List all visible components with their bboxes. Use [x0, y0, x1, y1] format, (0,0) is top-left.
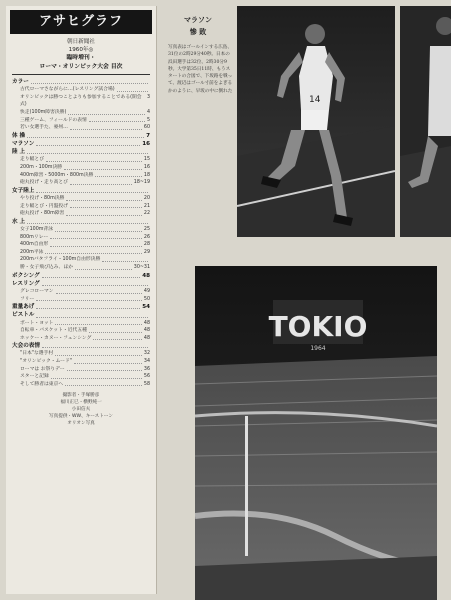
- leader-dots: [56, 288, 142, 294]
- leader-dots: [68, 109, 145, 115]
- leader-dots: [102, 256, 148, 262]
- toc-item-label: フリー: [20, 296, 35, 302]
- issue-title-line2: ローマ・オリンピック大会 目次: [39, 64, 123, 70]
- leader-dots: [36, 296, 142, 302]
- leader-dots: [50, 234, 142, 240]
- toc-item: [12, 117, 150, 125]
- leader-dots: [31, 78, 148, 84]
- toc-item-label: 砲丸投げ・走り高とび: [20, 180, 68, 186]
- leader-dots: [89, 117, 145, 123]
- leader-dots: [36, 311, 148, 317]
- toc-item-page: 18: [143, 172, 150, 178]
- toc-item-label: 若い女選手た、豪州…: [20, 125, 68, 131]
- toc-item: [12, 86, 150, 94]
- toc-item: [12, 288, 150, 296]
- divider: [12, 74, 150, 75]
- leader-dots: [42, 272, 140, 278]
- toc-item-label: 200mバタフライ・100m自由形決勝: [20, 257, 101, 263]
- toc-section-page: 7: [146, 132, 150, 139]
- toc-section: [12, 78, 150, 86]
- toc-section-title: ボクシング: [12, 272, 40, 279]
- toc-item-label: ローマは お祭りデー: [20, 366, 65, 372]
- toc-item-label: 800mリレー: [20, 234, 49, 240]
- toc-item-label: 三種ゲーム、フィールドの表情: [20, 117, 87, 123]
- toc-item-page: 21: [143, 203, 150, 209]
- marathon-title: マラソン: [184, 15, 212, 24]
- second-runner-photo: [400, 6, 451, 237]
- toc-item-label: 勝・女子飛び込み、ほか: [20, 264, 74, 270]
- toc-item-page: 20: [143, 195, 150, 201]
- toc-item-label: スターと記録: [20, 374, 49, 380]
- toc-item-label: "オリンピック・ムード": [20, 359, 72, 365]
- toc-item-label: ボート・ヨット: [20, 320, 54, 326]
- toc-item-page: 48: [143, 320, 150, 326]
- leader-dots: [55, 350, 142, 356]
- toc-item: [12, 124, 150, 132]
- toc-item-page: 18~19: [133, 180, 150, 186]
- tokio-sign: TOKIO: [268, 310, 368, 343]
- toc-section-title: ピストル: [12, 312, 35, 319]
- toc-item: [12, 241, 150, 249]
- toc-item-label: "日本"な選手村: [20, 351, 54, 357]
- toc-section: [12, 280, 150, 288]
- toc-item-label: やり投げ・80m決勝: [20, 195, 65, 201]
- toc-section-title: 陸 上: [12, 149, 26, 156]
- toc-item-label: 古代ローマさながらに…(レスリング試合場): [20, 87, 115, 93]
- leader-dots: [64, 164, 142, 170]
- leader-dots: [93, 335, 142, 341]
- toc-item-label: 砲丸投げ・80m障害: [20, 211, 65, 217]
- magazine-masthead: アサヒグラフ: [10, 10, 152, 34]
- toc-item-page: 22: [143, 211, 150, 217]
- toc-section: [12, 311, 150, 319]
- toc-item-page: 50: [143, 296, 150, 302]
- toc-item: [12, 203, 150, 211]
- toc-item: [12, 94, 150, 109]
- publisher: 朝日新聞社: [67, 39, 95, 45]
- toc-item-page: 49: [143, 288, 150, 294]
- toc-section-title: レスリング: [12, 280, 40, 287]
- leader-dots: [66, 210, 142, 216]
- marathon-runner-photo: [237, 6, 395, 237]
- leader-dots: [75, 264, 132, 270]
- toc-section-page: 48: [142, 272, 150, 279]
- toc-item-page: 15: [143, 157, 150, 163]
- toc-item-page: 3: [146, 94, 150, 100]
- toc-item-label: 走り幅とび: [20, 157, 44, 163]
- leader-dots: [70, 203, 142, 209]
- leader-dots: [74, 358, 142, 364]
- toc-item-label: 200m・100m決勝: [20, 164, 63, 170]
- toc-section: [12, 272, 150, 280]
- marathon-caption: 写真表はゴールインする広島、31位の2時29分40秒。日本の浜田選手は32位、2時30分9秒。大学第35日11時、もうスタートの合図で、下坂路を戦って、渡辺はゴール寸前をよぎるかのように、早坂の中に倒れた: [168, 45, 233, 94]
- toc-item: [12, 156, 150, 164]
- leader-dots: [36, 140, 140, 146]
- leader-dots: [70, 124, 142, 130]
- credit-line: 福川正巳・横野純一: [60, 400, 102, 406]
- tokio-sign-sub: 1964: [310, 345, 326, 352]
- toc-section: [12, 132, 150, 140]
- toc-item-page: 4: [146, 109, 150, 115]
- toc-item-label: 走り幅とび・円盤投げ: [20, 203, 68, 209]
- toc-item: [12, 210, 150, 218]
- toc-section-title: 水 上: [12, 218, 26, 225]
- toc-section: [12, 148, 150, 156]
- credit-line: オリオン写真: [67, 421, 95, 427]
- toc-item: [12, 335, 150, 343]
- svg-text:14: 14: [309, 95, 321, 105]
- toc-section: [12, 218, 150, 226]
- leader-dots: [42, 280, 148, 286]
- stadium-closing-photo: [195, 266, 437, 600]
- toc-item: [12, 381, 150, 389]
- toc-item-page: 48: [143, 335, 150, 341]
- toc-section-page: 16: [142, 140, 150, 147]
- credit-line: 写真提供・WW、キーストーン: [49, 414, 113, 420]
- toc-item-label: グレコローマン: [20, 288, 54, 294]
- toc-section: [12, 303, 150, 311]
- table-of-contents: [6, 6, 157, 594]
- toc-item: [12, 164, 150, 172]
- toc-item-page: 34: [143, 359, 150, 365]
- leader-dots: [117, 86, 148, 92]
- leader-dots: [27, 132, 144, 138]
- toc-item-label: 400m障害・5000m・800m決勝: [20, 172, 94, 178]
- toc-list: [12, 78, 150, 388]
- leader-dots: [66, 195, 142, 201]
- toc-item: [12, 234, 150, 242]
- toc-item: [12, 350, 150, 358]
- toc-item-page: 36: [143, 366, 150, 372]
- toc-item-label: 快走(100m障害決勝): [20, 109, 67, 115]
- toc-item-page: 5: [146, 117, 150, 123]
- toc-item-page: 16: [143, 164, 150, 170]
- toc-section: [12, 187, 150, 195]
- leader-dots: [67, 366, 142, 372]
- toc-item: [12, 264, 150, 272]
- leader-dots: [27, 148, 148, 154]
- leader-dots: [55, 226, 142, 232]
- toc-item: [12, 256, 150, 264]
- toc-section: [12, 140, 150, 148]
- toc-section-title: 体 操: [12, 132, 26, 139]
- marathon-subtitle: 惨 敗: [189, 27, 207, 36]
- toc-item-page: 25: [143, 226, 150, 232]
- leader-dots: [51, 373, 142, 379]
- leader-dots: [55, 320, 141, 326]
- leader-dots: [65, 381, 142, 387]
- toc-item-label: そして勝者は東京へ: [20, 381, 64, 387]
- toc-section-title: 重量あげ: [12, 304, 35, 311]
- credit-line: 撮影者・手塚勝彦: [62, 393, 100, 399]
- toc-item: [12, 366, 150, 374]
- toc-item-page: 58: [143, 381, 150, 387]
- leader-dots: [36, 187, 148, 193]
- leader-dots: [89, 327, 142, 333]
- toc-section-title: マラソン: [12, 140, 35, 147]
- toc-item: [12, 373, 150, 381]
- toc-item-page: 29: [143, 249, 150, 255]
- toc-item-label: 400m自由形: [20, 242, 49, 248]
- toc-item: [12, 195, 150, 203]
- toc-item: [12, 179, 150, 187]
- toc-item: [12, 320, 150, 328]
- toc-item-page: 32: [143, 351, 150, 357]
- toc-item-label: ホッケー・カヌー・フェンシング: [20, 335, 92, 341]
- toc-item-page: 26: [143, 234, 150, 240]
- leader-dots: [95, 172, 142, 178]
- toc-section-title: カラー: [12, 79, 29, 85]
- toc-item-page: 28: [143, 242, 150, 248]
- toc-item-label: オリンピックは勝つことよりも参加することである(開会式): [20, 94, 142, 108]
- leader-dots: [42, 342, 148, 348]
- photo-credits: [12, 392, 150, 427]
- leader-dots: [50, 241, 142, 247]
- toc-section: [12, 342, 150, 350]
- toc-section-page: 54: [142, 304, 150, 311]
- leader-dots: [46, 156, 142, 162]
- toc-item-page: 30~31: [133, 264, 150, 270]
- toc-item-page: 48: [143, 328, 150, 334]
- toc-section-title: 女子陸上: [12, 187, 35, 194]
- toc-item-label: 女子100m背泳: [20, 226, 54, 232]
- leader-dots: [27, 218, 148, 224]
- issue-date: 1960年◎: [68, 47, 94, 53]
- leader-dots: [36, 303, 140, 309]
- toc-item: [12, 249, 150, 257]
- leader-dots: [70, 179, 132, 185]
- toc-item: [12, 327, 150, 335]
- toc-item-page: 60: [143, 125, 150, 131]
- toc-item: [12, 296, 150, 304]
- issue-title-line1: 臨時増刊・: [66, 55, 96, 61]
- credit-line: 小田信夫: [71, 407, 91, 413]
- toc-item: [12, 172, 150, 180]
- toc-item: [12, 358, 150, 366]
- toc-item: [12, 109, 150, 117]
- toc-item-label: 自転車・バスケット・近代五種: [20, 328, 87, 334]
- toc-item-label: 200m平泳: [20, 249, 44, 255]
- marathon-heading: [168, 14, 228, 38]
- toc-section-title: 大会の表情: [12, 343, 40, 350]
- toc-item-page: 56: [143, 374, 150, 380]
- leader-dots: [45, 249, 141, 255]
- toc-item: [12, 226, 150, 234]
